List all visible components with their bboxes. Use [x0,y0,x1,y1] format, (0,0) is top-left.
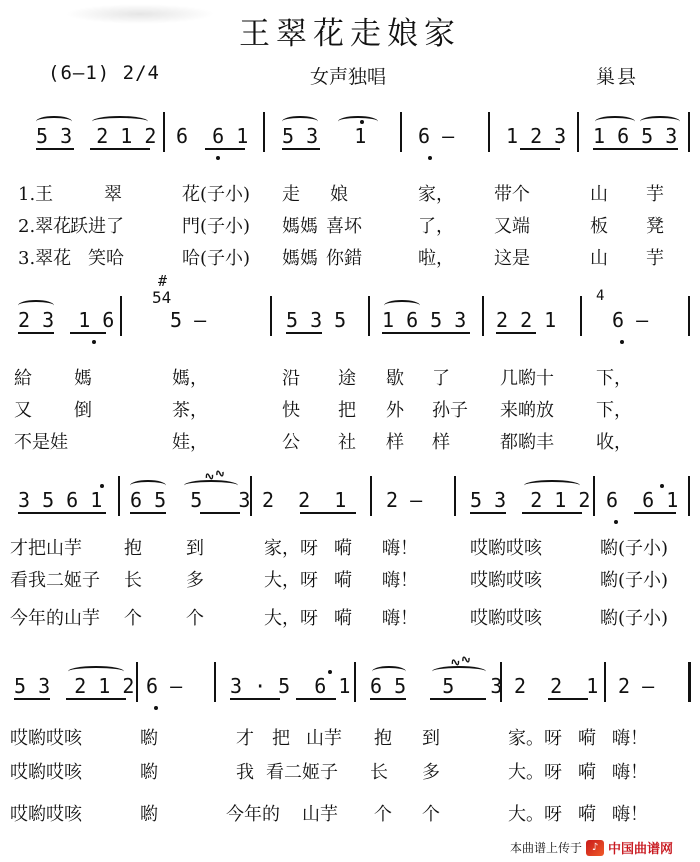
notes-m21: 3 · 5 6 1 [230,674,351,698]
slur [92,116,148,127]
lyric-syllable: 嗬 [578,804,596,825]
performance-type: 女声独唱 [310,66,387,88]
lyric-syllable: 芋 [646,184,664,205]
beam [36,148,74,150]
slur [372,666,406,677]
low-octave-dot [154,706,158,710]
lyric-syllable: 哎喲哎咳 [470,570,542,591]
lyric-syllable: 收， [596,432,632,453]
lyric-syllable: 花(子小) [182,184,251,205]
lyric-syllable: 喲 [140,762,158,783]
lyric-syllable: 給 [14,368,32,389]
lyric-line-4-1 [0,724,700,752]
lyric-line-1-3 [0,244,700,272]
lyric-syllable: 个 [422,804,440,825]
lyric-syllable: 看我二姬子 [10,570,100,591]
lyric-syllable: 把 [272,728,290,749]
beam [496,332,536,334]
low-octave-dot [92,340,96,344]
beam [470,512,506,514]
lyric-syllable: 抱 [124,538,142,559]
upload-note: 本曲谱上传于 [510,841,583,855]
bar-line [136,662,138,702]
final-bar-line [688,662,691,702]
low-octave-dot [620,340,624,344]
slur [524,480,580,491]
lyric-syllable: 哎喲哎咳 [10,728,82,749]
lyric-syllable: 嗨！ [382,538,418,559]
lyric-syllable: 嗨！ [382,570,418,591]
lyric-syllable: 不是娃 [14,432,68,453]
music-logo-icon: ♪ [586,840,604,856]
lyric-syllable: 嗬 [334,538,352,559]
bar-line [593,476,595,516]
beam [200,512,240,514]
lyric-syllable: 了 [432,368,450,389]
trill-mark: ∿∿ [202,465,228,486]
lyric-syllable: 嗨！ [382,608,418,629]
grace-note: 54 [152,288,172,307]
lyric-syllable: 倒 [74,400,92,421]
lyric-syllable: 山 [590,248,608,269]
lyric-syllable: 嗨！ [612,728,648,749]
bar-line [270,296,272,336]
bar-line [400,112,402,152]
lyric-syllable: 跃进了 [70,216,124,237]
beam [300,512,356,514]
lyric-syllable: 又 [14,400,32,421]
high-octave-dot [328,670,332,674]
lyric-syllable: 走 [282,184,300,205]
lyric-syllable: 才把山芋 [10,538,82,559]
lyric-syllable: 喜坏 [326,216,362,237]
lyric-syllable: 带个 [494,184,530,205]
lyric-syllable: 喲(子小) [600,538,669,559]
lyric-syllable: 个 [374,804,392,825]
lyric-syllable: 大。呀 [508,804,562,825]
beam [382,332,470,334]
lyric-syllable: 門(子小) [182,216,251,237]
lyric-syllable: 娘 [330,184,348,205]
notes-m12: 6 — [612,308,649,332]
lyric-syllable: 喲(子小) [600,570,669,591]
bar-line [688,296,690,336]
trill-mark: ∿∿ [448,651,474,672]
lyric-syllable: 下， [596,368,632,389]
lyric-syllable: 媽媽 [282,216,318,237]
lyric-syllable: 嗬 [578,762,596,783]
lyric-line-2-3 [0,428,700,456]
lyric-syllable: 外 [386,400,404,421]
lyric-syllable: 今年的 [226,804,280,825]
lyric-line-2-2 [0,396,700,424]
bar-line [580,296,582,336]
lyric-syllable: 沿 [282,368,300,389]
lyric-syllable: 凳 [646,216,664,237]
lyric-line-1-2 [0,212,700,240]
lyric-syllable: 翠 [104,184,122,205]
notes-m5: 1 2 3 [506,124,567,148]
slur [36,116,72,127]
bar-line [688,112,690,152]
notes-m9: 5 3 5 [286,308,347,332]
notes-m23: 2 2 1 [514,674,599,698]
bar-line [482,296,484,336]
lyric-syllable: 哎喲哎咳 [10,804,82,825]
lyric-syllable: 板 [590,216,608,237]
lyric-syllable: 喲 [140,728,158,749]
bar-line [454,476,456,516]
beam [634,512,676,514]
lyric-syllable: 啦， [418,248,454,269]
slur [68,666,124,677]
notes-m3: 5 3 1 [282,124,367,148]
lyric-syllable: 看二姬子 [266,762,338,783]
beam [548,698,588,700]
slur [130,480,166,491]
lyric-syllable: 2.翠花 [18,216,72,237]
notes-m19: 5 3 2 1 2 [14,674,135,698]
lyric-syllable: 媽 [74,368,92,389]
lyric-syllable: 笑哈 [88,248,124,269]
lyric-syllable: 才 [236,728,254,749]
lyric-line-3-2 [0,566,700,594]
slur [384,300,420,311]
lyric-syllable: 途 [338,368,356,389]
staff-row-1 [0,110,700,166]
lyric-syllable: 把 [338,400,356,421]
lyric-syllable: 山芋 [302,804,338,825]
lyric-syllable: 大，呀 [264,608,318,629]
lyric-syllable: 孙子 [432,400,468,421]
lyric-syllable: 你錯 [326,248,362,269]
slur [595,116,635,127]
notes-m6: 1 6 5 3 [593,124,678,148]
beam [14,698,50,700]
staff-row-4 [0,651,700,716]
beam [205,148,245,150]
lyric-syllable: 嗬 [334,608,352,629]
bar-line [370,476,372,516]
beam [282,148,320,150]
bar-line [577,112,579,152]
lyric-syllable: 这是 [494,248,530,269]
lyric-syllable: 来啲放 [500,400,554,421]
notes-m2: 6 6 1 [176,124,249,148]
lyric-syllable: 大。呀 [508,762,562,783]
notes-m4: 6 — [418,124,455,148]
bar-line [488,112,490,152]
low-octave-dot [614,520,618,524]
high-octave-dot [360,120,364,124]
notes-m13: 3 5 6 1 [18,488,103,512]
bar-line [214,662,216,702]
lyric-line-2-1 [0,364,700,392]
notes-m18: 6 6 1 [606,488,679,512]
lyric-syllable: 今年的山芋 [10,608,100,629]
grace-note-small: 4 [596,288,605,304]
high-octave-dot [660,484,664,488]
beam [18,512,106,514]
lyric-line-1-1 [0,180,700,208]
notes-m16: 2 — [386,488,423,512]
notes-m20: 6 — [146,674,183,698]
lyric-syllable: 到 [186,538,204,559]
notes-m7: 2 3 1 6 [18,308,115,332]
beam [593,148,678,150]
notes-m1: 5 3 2 1 2 [36,124,157,148]
bar-line [163,112,165,152]
lyric-syllable: 都喲丰 [500,432,554,453]
notes-m14: 6 5 5 3 [130,488,251,512]
lyric-syllable: 嗨！ [612,762,648,783]
beam [522,512,582,514]
staff-row-2 [0,272,700,350]
lyric-syllable: 样 [386,432,404,453]
slur [282,116,318,127]
site-name[interactable]: 中国曲谱网 [608,842,674,857]
beam [90,148,150,150]
lyric-syllable: 1.王 [18,184,54,205]
lyric-line-4-3 [0,800,700,828]
lyric-syllable: 多 [186,570,204,591]
lyric-syllable: 快 [282,400,300,421]
lyric-syllable: 个 [186,608,204,629]
staff-row-3 [0,465,700,530]
lyric-syllable: 长 [124,570,142,591]
lyric-syllable: 家。呀 [508,728,562,749]
lyric-syllable: 嗬 [334,570,352,591]
lyric-syllable: 哈(子小) [182,248,251,269]
lyric-line-3-1 [0,534,700,562]
lyric-syllable: 我 [236,762,254,783]
lyric-syllable: 又端 [494,216,530,237]
notes-m17: 5 3 2 1 2 [470,488,591,512]
bar-line [120,296,122,336]
bar-line [263,112,265,152]
beam [70,332,106,334]
beam [430,698,486,700]
lyric-syllable: 媽， [172,368,208,389]
lyric-syllable: 哎喲哎咳 [10,762,82,783]
lyric-syllable: 茶， [172,400,208,421]
lyric-syllable: 了， [418,216,454,237]
slur [640,116,680,127]
lyric-line-3-3 [0,604,700,632]
lyric-syllable: 家，呀 [264,538,318,559]
lyric-syllable: 公 [282,432,300,453]
notes-m8: 5 — [170,308,207,332]
lyric-syllable: 大，呀 [264,570,318,591]
lyric-syllable: 嗨！ [612,804,648,825]
site-footer [510,838,673,857]
notes-m24: 2 — [618,674,655,698]
beam [18,332,54,334]
lyric-syllable: 山芋 [306,728,342,749]
lyric-syllable: 到 [422,728,440,749]
lyric-syllable: 喲 [140,804,158,825]
notes-m15: 2 2 1 [262,488,347,512]
low-octave-dot [428,156,432,160]
lyric-syllable: 喲(子小) [600,608,669,629]
lyric-line-4-2 [0,758,700,786]
grace-sharp: # [158,272,168,290]
lyric-syllable: 个 [124,608,142,629]
beam [296,698,336,700]
beam [520,148,560,150]
notes-m10: 1 6 5 3 [382,308,467,332]
lyric-syllable: 媽媽 [282,248,318,269]
lyric-syllable: 几喲十 [500,368,554,389]
lyric-syllable: 哎喲哎咳 [470,608,542,629]
bar-line [368,296,370,336]
lyric-syllable: 3.翠花 [18,248,72,269]
song-title: 王翠花走娘家 [239,16,461,52]
bar-line [354,662,356,702]
lyric-syllable: 样 [432,432,450,453]
bar-line [604,662,606,702]
lyric-syllable: 长 [370,762,388,783]
lyric-syllable: 歇 [386,368,404,389]
lyric-syllable: 社 [338,432,356,453]
low-octave-dot [216,156,220,160]
high-octave-dot [100,484,104,488]
lyric-syllable: 娃， [172,432,208,453]
notes-m11: 2 2 1 [496,308,557,332]
lyric-syllable: 多 [422,762,440,783]
lyric-syllable: 下， [596,400,632,421]
beam [370,698,406,700]
slur [338,116,378,127]
beam [130,512,166,514]
lyric-syllable: 抱 [374,728,392,749]
notes-m22: 6 5 5 3 [370,674,503,698]
lyric-syllable: 哎喲哎咳 [470,538,542,559]
lyric-syllable: 家， [418,184,454,205]
key-signature: (6—1) 2/4 [48,62,160,84]
lyric-syllable: 山 [590,184,608,205]
bar-line [118,476,120,516]
bar-line [688,476,690,516]
region-label: 巢县 [596,66,639,88]
slur [18,300,54,311]
lyric-syllable: 嗬 [578,728,596,749]
beam [230,698,280,700]
beam [66,698,126,700]
lyric-syllable: 芋 [646,248,664,269]
beam [286,332,322,334]
